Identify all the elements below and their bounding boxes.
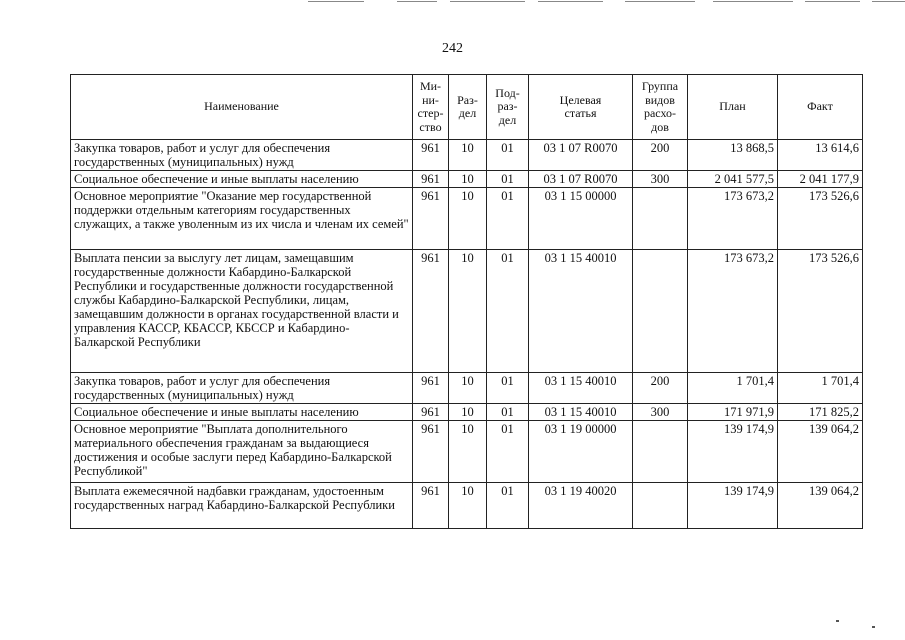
row-plan-cell: 173 673,2 [688,188,778,250]
row-subsection-cell: 01 [487,250,529,373]
row-fact-cell: 173 526,6 [778,188,863,250]
row-section-cell: 10 [449,250,487,373]
row-ministry-cell: 961 [413,188,449,250]
row-target-article-cell: 03 1 15 40010 [529,404,633,421]
row-expense-group-cell: 200 [633,373,688,404]
scan-top-line-7 [805,1,860,2]
row-target-article-cell: 03 1 07 R0070 [529,171,633,188]
row-fact-cell: 1 701,4 [778,373,863,404]
row-subsection-cell: 01 [487,171,529,188]
column-header-expense-group: Группа видов расхо- дов [633,75,688,140]
row-fact-cell: 2 041 177,9 [778,171,863,188]
row-section-cell: 10 [449,483,487,529]
row-name-cell: Социальное обеспечение и иные выплаты населению [71,404,413,421]
row-target-article-cell: 03 1 15 40010 [529,250,633,373]
row-subsection-cell: 01 [487,140,529,171]
row-section-cell: 10 [449,421,487,483]
column-header-name: Наименование [71,75,413,140]
row-target-article-cell: 03 1 19 40020 [529,483,633,529]
row-subsection-cell: 01 [487,188,529,250]
page-number: 242 [442,41,463,56]
table-row [71,483,863,529]
row-section-cell: 10 [449,188,487,250]
row-subsection-cell: 01 [487,421,529,483]
table-row [71,140,863,171]
table-row [71,373,863,404]
row-subsection-cell: 01 [487,483,529,529]
row-expense-group-cell [633,250,688,373]
table-row [71,188,863,250]
row-fact-cell: 173 526,6 [778,250,863,373]
table-row [71,404,863,421]
row-subsection-cell: 01 [487,404,529,421]
table-row [71,250,863,373]
row-subsection-cell: 01 [487,373,529,404]
column-header-fact: Факт [778,75,863,140]
row-plan-cell: 139 174,9 [688,483,778,529]
table-body [71,140,863,529]
row-ministry-cell: 961 [413,171,449,188]
column-header-target-article: Целевая статья [529,75,633,140]
row-target-article-cell: 03 1 19 00000 [529,421,633,483]
row-name-cell: Закупка товаров, работ и услуг для обеспечения государственных (муниципальных) нужд [71,373,413,404]
row-ministry-cell: 961 [413,140,449,171]
scan-mark-1 [836,620,839,622]
row-fact-cell: 13 614,6 [778,140,863,171]
row-plan-cell: 139 174,9 [688,421,778,483]
scan-top-line-3 [450,1,525,2]
scan-top-line-6 [713,1,793,2]
row-fact-cell: 171 825,2 [778,404,863,421]
scan-top-line-8 [872,1,905,2]
row-expense-group-cell: 300 [633,404,688,421]
column-header-subsection: Под- раз- дел [487,75,529,140]
row-name-cell: Выплата пенсии за выслугу лет лицам, замещавшим государственные должности Кабардино-Балкарской Республики и государственные должности государственной службы Кабардино-Балкарской Республики, лицам, замещавшим должности в органах государственной власти и управления КАССР, КБАССР, КБССР и Кабардино-Балкарской Республики [71,250,413,373]
row-plan-cell: 171 971,9 [688,404,778,421]
expenditure-table [70,74,863,529]
row-ministry-cell: 961 [413,421,449,483]
row-plan-cell: 1 701,4 [688,373,778,404]
row-expense-group-cell [633,421,688,483]
column-header-plan: План [688,75,778,140]
row-fact-cell: 139 064,2 [778,483,863,529]
row-expense-group-cell [633,483,688,529]
scan-mark-2 [872,626,875,628]
row-fact-cell: 139 064,2 [778,421,863,483]
column-header-ministry: Ми- ни- стер- ство [413,75,449,140]
row-name-cell: Основное мероприятие "Оказание мер государственной поддержки отдельным категориям государственных служащих, а также уволенным из их числа и членам их семей" [71,188,413,250]
row-section-cell: 10 [449,404,487,421]
scan-top-line-5 [625,1,695,2]
row-ministry-cell: 961 [413,483,449,529]
scan-top-line-1 [308,1,364,2]
row-expense-group-cell [633,188,688,250]
scan-top-line-2 [397,1,437,2]
row-expense-group-cell: 300 [633,171,688,188]
table-row [71,421,863,483]
row-plan-cell: 13 868,5 [688,140,778,171]
row-name-cell: Основное мероприятие "Выплата дополнительного материального обеспечения гражданам за выдающиеся достижения и особые заслуги перед Кабардино-Балкарской Республикой" [71,421,413,483]
row-target-article-cell: 03 1 15 40010 [529,373,633,404]
row-name-cell: Закупка товаров, работ и услуг для обеспечения государственных (муниципальных) нужд [71,140,413,171]
row-expense-group-cell: 200 [633,140,688,171]
row-ministry-cell: 961 [413,404,449,421]
row-ministry-cell: 961 [413,373,449,404]
row-target-article-cell: 03 1 15 00000 [529,188,633,250]
row-name-cell: Социальное обеспечение и иные выплаты населению [71,171,413,188]
table-header-row [71,75,863,140]
row-section-cell: 10 [449,373,487,404]
scan-top-line-4 [538,1,603,2]
row-name-cell: Выплата ежемесячной надбавки гражданам, удостоенным государственных наград Кабардино-Балкарской Республики [71,483,413,529]
column-header-section: Раз- дел [449,75,487,140]
row-section-cell: 10 [449,140,487,171]
row-target-article-cell: 03 1 07 R0070 [529,140,633,171]
row-ministry-cell: 961 [413,250,449,373]
row-section-cell: 10 [449,171,487,188]
row-plan-cell: 173 673,2 [688,250,778,373]
table-row [71,171,863,188]
row-plan-cell: 2 041 577,5 [688,171,778,188]
